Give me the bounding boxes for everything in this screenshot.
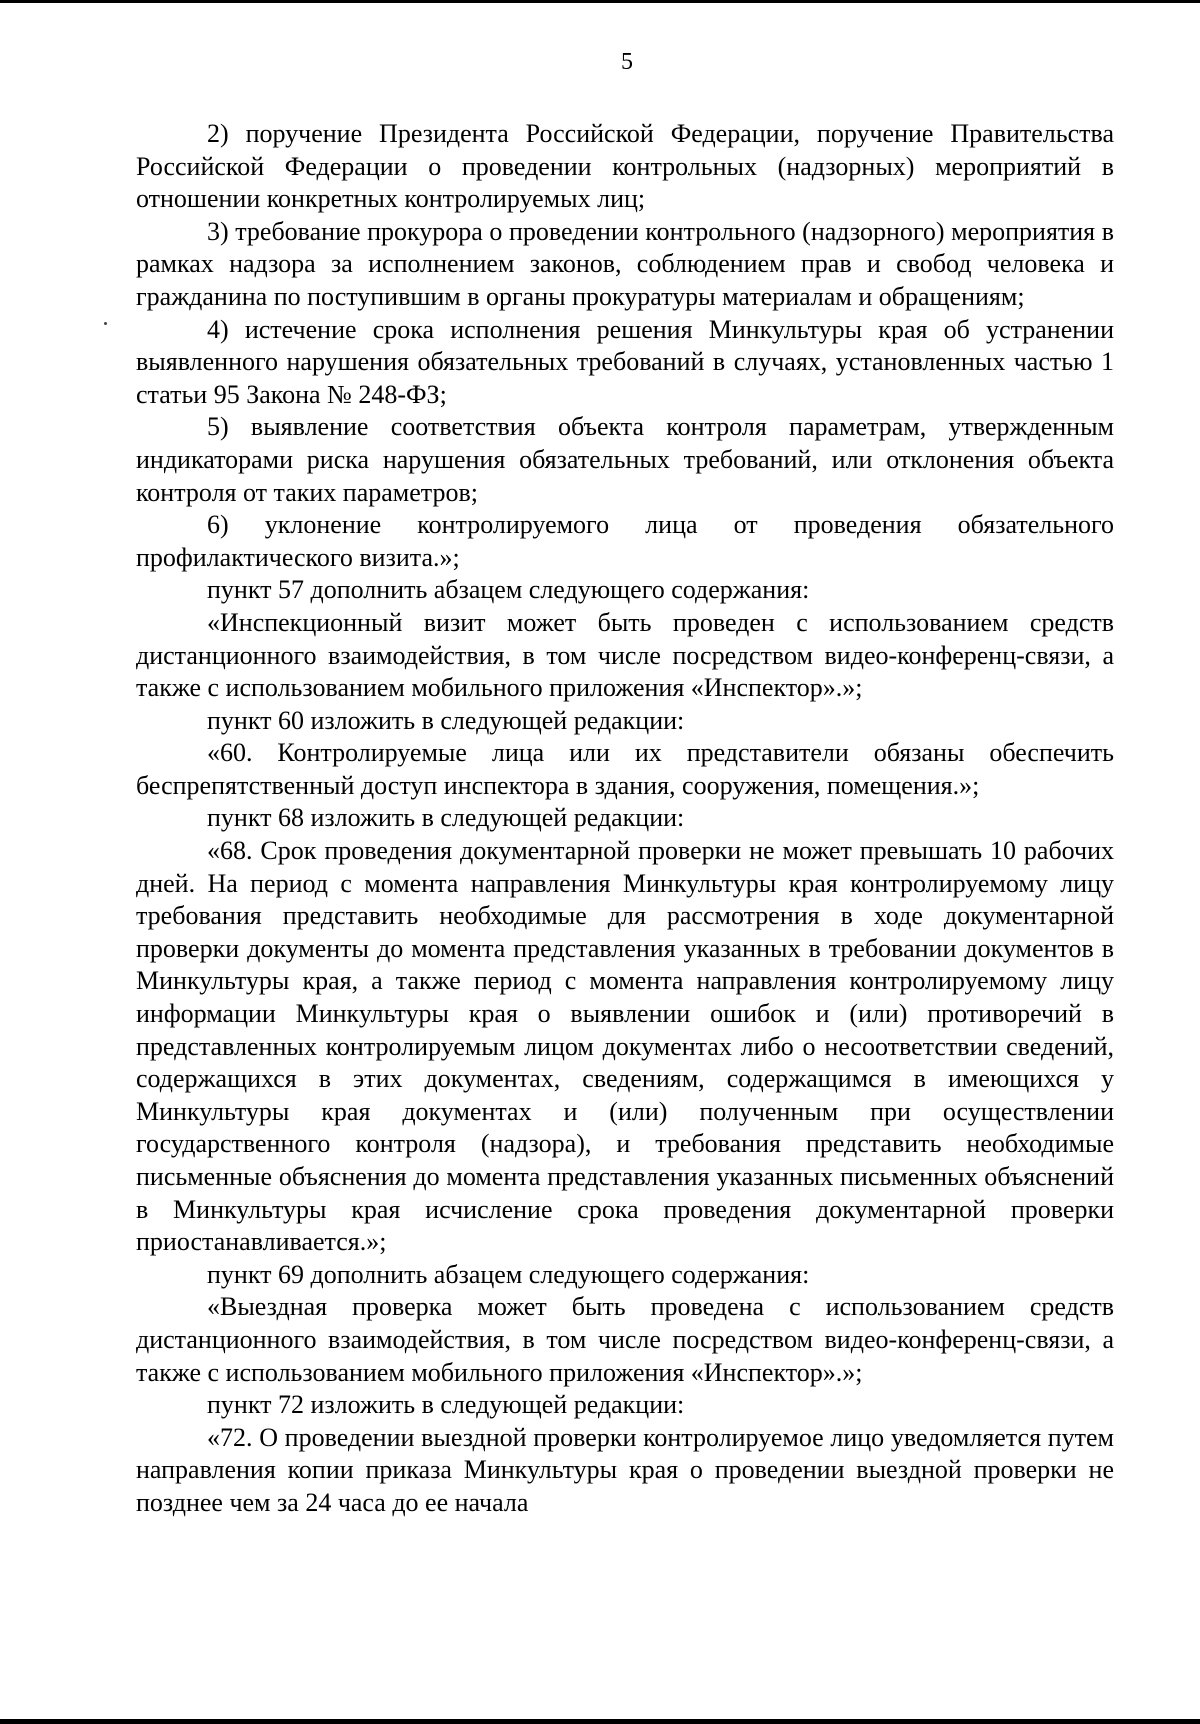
paragraph-text-68: «68. Срок проведения документарной проверки не может превышать 10 рабочих дней. На период с момента направления Минкультуры края контролируемому лицу требования представить необходимые для рассмотрения в ходе документарной проверки документы до момента представления указанных в требовании документов в Минкультуры края, а также период с момента направления контролируемому лицу информации Минкультуры края о выявлении ошибок и (или) противоречий в представленных контролируемым лицом документах либо о несоответствии сведений, содержащихся в этих документах, сведениям, содержащимся в имеющихся у Минкультуры края документах и (или) полученным при осуществлении государственного контроля (надзора), и требования представить необходимые письменные объяснения до момента представления указанных письменных объяснений в Минкультуры края исчисление срока проведения документарной проверки приостанавливается.»; bbox=[136, 836, 1114, 1257]
paragraph-item-6: 6) уклонение контролируемого лица от проведения обязательного профилактического визита.»; bbox=[136, 510, 1114, 572]
scan-speck bbox=[104, 322, 107, 325]
paragraph-item-3: 3) требование прокурора о проведении контрольного (надзорного) мероприятия в рамках надзора за исполнением законов, соблюдением прав и свобод человека и гражданина по поступившим в органы прокуратуры материалам и обращениям; bbox=[136, 216, 1114, 311]
paragraph-item-4: 4) истечение срока исполнения решения Минкультуры края об устранении выявленного нарушения обязательных требований в случаях, установленных частью 1 статьи 95 Закона № 248-ФЗ; bbox=[136, 314, 1114, 409]
paragraph-amend-69: пункт 69 дополнить абзацем следующего содержания: bbox=[207, 1259, 810, 1289]
scan-bottom-edge bbox=[0, 1719, 1200, 1724]
paragraph-text-69: «Выездная проверка может быть проведена с использованием средств дистанционного взаимодействия, в том числе посредством видео-конференц-связи, а также с использованием мобильного приложения «Инспектор».»; bbox=[136, 1292, 1114, 1387]
paragraph-amend-72: пункт 72 изложить в следующей редакции: bbox=[207, 1390, 685, 1420]
page-number: 5 bbox=[621, 49, 633, 75]
paragraph-amend-57: пункт 57 дополнить абзацем следующего содержания: bbox=[207, 575, 810, 605]
paragraph-item-5: 5) выявление соответствия объекта контроля параметрам, утвержденным индикаторами риска нарушения обязательных требований, или отклонения объекта контроля от таких параметров; bbox=[136, 412, 1114, 507]
paragraph-text-60: «60. Контролируемые лица или их представители обязаны обеспечить беспрепятственный доступ инспектора в здания, сооружения, помещения.»; bbox=[136, 738, 1114, 800]
paragraph-text-72: «72. О проведении выездной проверки контролируемое лицо уведомляется путем направления копии приказа Минкультуры края о проведении выездной проверки не позднее чем за 24 часа до ее начала bbox=[136, 1422, 1114, 1517]
scan-top-edge bbox=[0, 0, 1200, 3]
paragraph-amend-68: пункт 68 изложить в следующей редакции: bbox=[207, 803, 685, 833]
paragraph-text-57: «Инспекционный визит может быть проведен с использованием средств дистанционного взаимодействия, в том числе посредством видео-конференц-связи, а также с использованием мобильного приложения «Инспектор».»; bbox=[136, 607, 1114, 703]
document-body bbox=[136, 118, 1114, 1520]
paragraph-item-2: 2) поручение Президента Российской Федерации, поручение Правительства Российской Федерации о проведении контрольных (надзорных) мероприятий в отношении конкретных контролируемых лиц; bbox=[136, 119, 1114, 214]
paragraph-amend-60: пункт 60 изложить в следующей редакции: bbox=[207, 705, 685, 735]
